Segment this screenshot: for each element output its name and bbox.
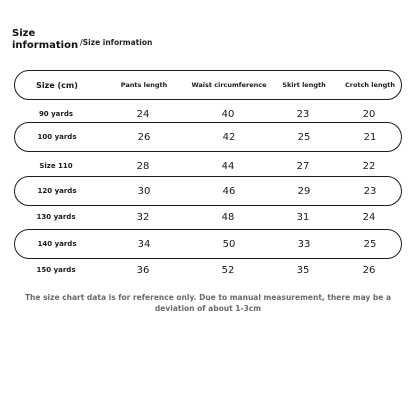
size-label: 100 yards — [37, 133, 77, 141]
skirt-length-value: 23 — [296, 108, 310, 120]
skirt-length-value: 29 — [297, 185, 311, 197]
page-subtitle: /Size information — [80, 38, 153, 47]
header-waist-circumference: Waist circumference — [191, 81, 267, 89]
waist-value: 48 — [221, 211, 235, 223]
pants-length-value: 36 — [136, 264, 150, 276]
crotch-length-value: 24 — [362, 211, 376, 223]
pants-length-value: 28 — [136, 160, 150, 172]
header-crotch-length: Crotch length — [345, 81, 395, 89]
skirt-length-value: 33 — [297, 238, 311, 250]
crotch-length-value: 23 — [363, 185, 377, 197]
table-row — [14, 255, 402, 285]
pants-length-value: 26 — [137, 131, 151, 143]
waist-value: 40 — [221, 108, 235, 120]
table-header-row — [14, 70, 402, 100]
size-label: 120 yards — [37, 187, 77, 195]
pants-length-value: 34 — [137, 238, 151, 250]
waist-value: 46 — [222, 185, 236, 197]
waist-value: 52 — [221, 264, 235, 276]
header-size: Size (cm) — [36, 80, 78, 90]
crotch-length-value: 25 — [363, 238, 377, 250]
size-label: 90 yards — [38, 110, 74, 118]
skirt-length-value: 27 — [296, 160, 310, 172]
header-pants-length: Pants length — [120, 81, 168, 89]
waist-value: 50 — [222, 238, 236, 250]
size-label: 140 yards — [37, 240, 77, 248]
page-title: Size information — [12, 28, 79, 51]
table-row — [14, 202, 402, 232]
disclaimer-note: The size chart data is for reference only. Due to manual measurement, there may be a deviation of about 1-3cm — [24, 293, 392, 313]
crotch-length-value: 26 — [362, 264, 376, 276]
skirt-length-value: 31 — [296, 211, 310, 223]
skirt-length-value: 25 — [297, 131, 311, 143]
crotch-length-value: 20 — [362, 108, 376, 120]
header-skirt-length: Skirt length — [282, 81, 326, 89]
pants-length-value: 32 — [136, 211, 150, 223]
skirt-length-value: 35 — [296, 264, 310, 276]
pants-length-value: 30 — [137, 185, 151, 197]
crotch-length-value: 21 — [363, 131, 377, 143]
size-label: 150 yards — [36, 266, 76, 274]
pants-length-value: 24 — [136, 108, 150, 120]
size-label: Size 110 — [39, 162, 73, 170]
crotch-length-value: 22 — [362, 160, 376, 172]
table-row — [14, 122, 402, 152]
waist-value: 44 — [221, 160, 235, 172]
size-label: 130 yards — [36, 213, 76, 221]
waist-value: 42 — [222, 131, 236, 143]
